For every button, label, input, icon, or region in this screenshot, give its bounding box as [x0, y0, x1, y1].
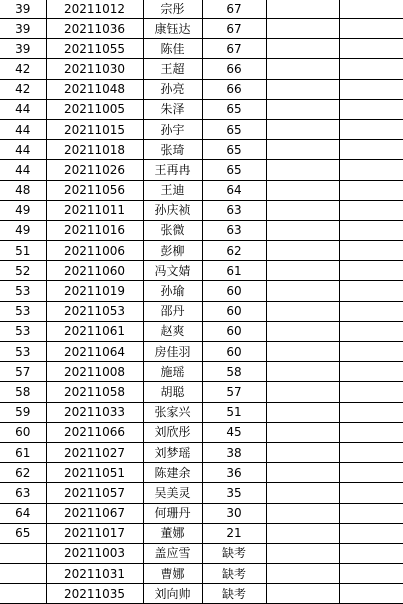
student-name-cell[interactable]: 施瑶	[143, 362, 202, 382]
rank-cell[interactable]: 59	[0, 402, 46, 422]
empty-cell[interactable]	[266, 301, 339, 321]
empty-cell[interactable]	[339, 382, 403, 402]
empty-cell[interactable]	[266, 402, 339, 422]
student-name-cell[interactable]: 张琦	[143, 140, 202, 160]
student-name-cell[interactable]: 赵爽	[143, 321, 202, 341]
rank-cell[interactable]: 48	[0, 180, 46, 200]
score-cell[interactable]: 62	[202, 241, 266, 261]
table-row	[0, 564, 403, 584]
empty-cell[interactable]	[266, 543, 339, 563]
table-row	[0, 261, 403, 281]
empty-cell[interactable]	[339, 402, 403, 422]
student-name-cell[interactable]: 盖应雪	[143, 543, 202, 563]
empty-cell[interactable]	[339, 301, 403, 321]
table-row	[0, 39, 403, 59]
rank-cell[interactable]: 53	[0, 281, 46, 301]
rank-cell[interactable]: 44	[0, 140, 46, 160]
table-row	[0, 342, 403, 362]
table-row	[0, 422, 403, 442]
empty-cell[interactable]	[339, 261, 403, 281]
empty-cell[interactable]	[266, 119, 339, 139]
score-cell[interactable]: 66	[202, 59, 266, 79]
empty-cell[interactable]	[266, 442, 339, 462]
rank-cell[interactable]: 52	[0, 261, 46, 281]
table-row	[0, 119, 403, 139]
student-id-cell[interactable]: 20211061	[46, 321, 143, 341]
empty-cell[interactable]	[339, 19, 403, 39]
rank-cell[interactable]	[0, 543, 46, 563]
student-id-cell[interactable]: 20211035	[46, 584, 143, 604]
student-id-cell[interactable]: 20211051	[46, 463, 143, 483]
student-id-cell[interactable]: 20211017	[46, 523, 143, 543]
empty-cell[interactable]	[339, 342, 403, 362]
table-row	[0, 483, 403, 503]
rank-cell[interactable]: 65	[0, 523, 46, 543]
rank-cell[interactable]: 42	[0, 79, 46, 99]
student-id-cell[interactable]: 20211030	[46, 59, 143, 79]
empty-cell[interactable]	[339, 99, 403, 119]
student-name-cell[interactable]: 冯文婧	[143, 261, 202, 281]
empty-cell[interactable]	[266, 342, 339, 362]
table-row	[0, 19, 403, 39]
empty-cell[interactable]	[339, 543, 403, 563]
table-row	[0, 79, 403, 99]
score-cell[interactable]: 35	[202, 483, 266, 503]
table-row	[0, 321, 403, 341]
student-id-cell[interactable]: 20211055	[46, 39, 143, 59]
student-id-cell[interactable]: 20211056	[46, 180, 143, 200]
student-id-cell[interactable]: 20211066	[46, 422, 143, 442]
table-row	[0, 543, 403, 563]
student-id-cell[interactable]: 20211033	[46, 402, 143, 422]
empty-cell[interactable]	[266, 281, 339, 301]
empty-cell[interactable]	[339, 119, 403, 139]
empty-cell[interactable]	[266, 140, 339, 160]
empty-cell[interactable]	[266, 180, 339, 200]
score-cell[interactable]: 67	[202, 0, 266, 19]
table-row	[0, 382, 403, 402]
table-row	[0, 241, 403, 261]
empty-cell[interactable]	[266, 160, 339, 180]
table-row	[0, 362, 403, 382]
table-row	[0, 584, 403, 604]
empty-cell[interactable]	[266, 503, 339, 523]
student-id-cell[interactable]: 20211031	[46, 564, 143, 584]
rank-cell[interactable]	[0, 584, 46, 604]
empty-cell[interactable]	[339, 523, 403, 543]
empty-cell[interactable]	[339, 321, 403, 341]
student-name-cell[interactable]: 房佳羽	[143, 342, 202, 362]
student-id-cell[interactable]: 20211026	[46, 160, 143, 180]
student-name-cell[interactable]: 朱泽	[143, 99, 202, 119]
empty-cell[interactable]	[339, 483, 403, 503]
empty-cell[interactable]	[339, 422, 403, 442]
score-cell[interactable]: 58	[202, 362, 266, 382]
rank-cell[interactable]: 61	[0, 442, 46, 462]
student-id-cell[interactable]: 20211053	[46, 301, 143, 321]
empty-cell[interactable]	[266, 321, 339, 341]
score-cell[interactable]: 65	[202, 160, 266, 180]
score-cell[interactable]: 36	[202, 463, 266, 483]
rank-cell[interactable]: 53	[0, 321, 46, 341]
table-row	[0, 442, 403, 462]
student-id-cell[interactable]: 20211018	[46, 140, 143, 160]
empty-cell[interactable]	[266, 422, 339, 442]
empty-cell[interactable]	[266, 19, 339, 39]
rank-cell[interactable]: 64	[0, 503, 46, 523]
score-cell[interactable]: 缺考	[202, 564, 266, 584]
score-cell[interactable]: 66	[202, 79, 266, 99]
empty-cell[interactable]	[339, 160, 403, 180]
rank-cell[interactable]: 63	[0, 483, 46, 503]
score-cell[interactable]: 64	[202, 180, 266, 200]
table-row	[0, 59, 403, 79]
rank-cell[interactable]: 51	[0, 241, 46, 261]
empty-cell[interactable]	[266, 200, 339, 220]
empty-cell[interactable]	[339, 362, 403, 382]
table-row	[0, 402, 403, 422]
table-row	[0, 220, 403, 240]
empty-cell[interactable]	[266, 483, 339, 503]
student-name-cell[interactable]: 孙庆祯	[143, 200, 202, 220]
student-name-cell[interactable]: 康钰达	[143, 19, 202, 39]
student-name-cell[interactable]: 孙宇	[143, 119, 202, 139]
score-cell[interactable]: 61	[202, 261, 266, 281]
rank-cell[interactable]: 53	[0, 301, 46, 321]
table-row	[0, 99, 403, 119]
empty-cell[interactable]	[266, 584, 339, 604]
rank-cell[interactable]: 44	[0, 160, 46, 180]
rank-cell[interactable]: 39	[0, 39, 46, 59]
rank-cell[interactable]: 42	[0, 59, 46, 79]
score-cell[interactable]: 缺考	[202, 584, 266, 604]
student-name-cell[interactable]: 何珊丹	[143, 503, 202, 523]
table-row	[0, 180, 403, 200]
score-cell[interactable]: 65	[202, 99, 266, 119]
score-cell[interactable]: 51	[202, 402, 266, 422]
empty-cell[interactable]	[339, 564, 403, 584]
student-id-cell[interactable]: 20211008	[46, 362, 143, 382]
student-name-cell[interactable]: 张微	[143, 220, 202, 240]
score-cell[interactable]: 缺考	[202, 543, 266, 563]
student-id-cell[interactable]: 20211036	[46, 19, 143, 39]
student-name-cell[interactable]: 王迪	[143, 180, 202, 200]
empty-cell[interactable]	[266, 463, 339, 483]
empty-cell[interactable]	[339, 281, 403, 301]
student-id-cell[interactable]: 20211003	[46, 543, 143, 563]
student-name-cell[interactable]: 曹娜	[143, 564, 202, 584]
score-cell[interactable]: 60	[202, 342, 266, 362]
empty-cell[interactable]	[339, 79, 403, 99]
student-id-cell[interactable]: 20211067	[46, 503, 143, 523]
score-cell[interactable]: 21	[202, 523, 266, 543]
rank-cell[interactable]: 39	[0, 19, 46, 39]
student-id-cell[interactable]: 20211019	[46, 281, 143, 301]
student-id-cell[interactable]: 20211016	[46, 220, 143, 240]
empty-cell[interactable]	[266, 523, 339, 543]
empty-cell[interactable]	[266, 79, 339, 99]
student-id-cell[interactable]: 20211064	[46, 342, 143, 362]
table-row	[0, 523, 403, 543]
student-name-cell[interactable]: 胡聪	[143, 382, 202, 402]
score-cell[interactable]: 45	[202, 422, 266, 442]
score-cell[interactable]: 60	[202, 301, 266, 321]
score-cell[interactable]: 65	[202, 140, 266, 160]
student-name-cell[interactable]: 张家兴	[143, 402, 202, 422]
rank-cell[interactable]: 58	[0, 382, 46, 402]
student-id-cell[interactable]: 20211006	[46, 241, 143, 261]
empty-cell[interactable]	[266, 362, 339, 382]
empty-cell[interactable]	[266, 261, 339, 281]
score-cell[interactable]: 60	[202, 321, 266, 341]
empty-cell[interactable]	[339, 0, 403, 19]
student-id-cell[interactable]: 20211012	[46, 0, 143, 19]
student-name-cell[interactable]: 刘梦瑶	[143, 442, 202, 462]
student-id-cell[interactable]: 20211057	[46, 483, 143, 503]
empty-cell[interactable]	[339, 503, 403, 523]
rank-cell[interactable]: 39	[0, 0, 46, 19]
empty-cell[interactable]	[339, 442, 403, 462]
empty-cell[interactable]	[266, 220, 339, 240]
score-cell[interactable]: 65	[202, 119, 266, 139]
student-id-cell[interactable]: 20211058	[46, 382, 143, 402]
rank-cell[interactable]	[0, 564, 46, 584]
table-row	[0, 463, 403, 483]
empty-cell[interactable]	[339, 584, 403, 604]
empty-cell[interactable]	[266, 99, 339, 119]
score-cell[interactable]: 67	[202, 39, 266, 59]
rank-cell[interactable]: 49	[0, 200, 46, 220]
student-id-cell[interactable]: 20211048	[46, 79, 143, 99]
table-row	[0, 281, 403, 301]
rank-cell[interactable]: 62	[0, 463, 46, 483]
score-cell[interactable]: 63	[202, 200, 266, 220]
student-name-cell[interactable]: 孙瑜	[143, 281, 202, 301]
student-name-cell[interactable]: 陈佳	[143, 39, 202, 59]
student-name-cell[interactable]: 孙亮	[143, 79, 202, 99]
table-row	[0, 140, 403, 160]
score-cell[interactable]: 30	[202, 503, 266, 523]
empty-cell[interactable]	[339, 59, 403, 79]
empty-cell[interactable]	[339, 463, 403, 483]
score-cell[interactable]: 63	[202, 220, 266, 240]
student-name-cell[interactable]: 刘向帅	[143, 584, 202, 604]
table-row	[0, 160, 403, 180]
empty-cell[interactable]	[339, 241, 403, 261]
empty-cell[interactable]	[339, 220, 403, 240]
student-id-cell[interactable]: 20211027	[46, 442, 143, 462]
empty-cell[interactable]	[339, 200, 403, 220]
rank-cell[interactable]: 53	[0, 342, 46, 362]
empty-cell[interactable]	[266, 564, 339, 584]
empty-cell[interactable]	[339, 180, 403, 200]
table-row	[0, 503, 403, 523]
student-name-cell[interactable]: 王超	[143, 59, 202, 79]
table-row	[0, 301, 403, 321]
student-name-cell[interactable]: 吴美灵	[143, 483, 202, 503]
student-id-cell[interactable]: 20211011	[46, 200, 143, 220]
student-id-cell[interactable]: 20211060	[46, 261, 143, 281]
rank-cell[interactable]: 44	[0, 99, 46, 119]
student-id-cell[interactable]: 20211015	[46, 119, 143, 139]
student-name-cell[interactable]: 董娜	[143, 523, 202, 543]
empty-cell[interactable]	[339, 140, 403, 160]
empty-cell[interactable]	[266, 382, 339, 402]
rank-cell[interactable]: 60	[0, 422, 46, 442]
student-name-cell[interactable]: 王再冉	[143, 160, 202, 180]
student-name-cell[interactable]: 陈建余	[143, 463, 202, 483]
rank-cell[interactable]: 44	[0, 119, 46, 139]
table-row	[0, 0, 403, 19]
student-name-cell[interactable]: 宗彤	[143, 0, 202, 19]
rank-cell[interactable]: 49	[0, 220, 46, 240]
empty-cell[interactable]	[266, 39, 339, 59]
student-id-cell[interactable]: 20211005	[46, 99, 143, 119]
empty-cell[interactable]	[266, 59, 339, 79]
score-cell[interactable]: 38	[202, 442, 266, 462]
rank-cell[interactable]: 57	[0, 362, 46, 382]
empty-cell[interactable]	[339, 39, 403, 59]
student-name-cell[interactable]: 刘欣彤	[143, 422, 202, 442]
score-cell[interactable]: 67	[202, 19, 266, 39]
score-cell[interactable]: 60	[202, 281, 266, 301]
student-name-cell[interactable]: 彭柳	[143, 241, 202, 261]
empty-cell[interactable]	[266, 241, 339, 261]
score-cell[interactable]: 57	[202, 382, 266, 402]
table-row	[0, 200, 403, 220]
empty-cell[interactable]	[266, 0, 339, 19]
student-name-cell[interactable]: 邵丹	[143, 301, 202, 321]
